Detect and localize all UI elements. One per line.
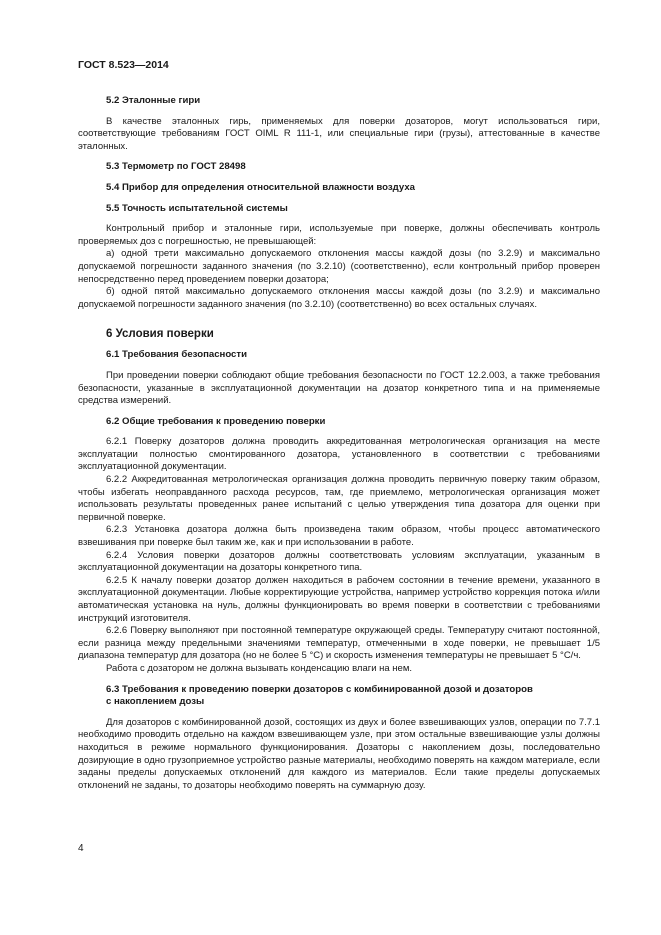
section-5-5-paragraph-a: а) одной трети максимально допускаемого отклонения массы каждой дозы (по 3.2.9) и максимально допускаемой погрешности заданного значения (по 3.2.10) (соответственно), если контрольный прибор проверен непосредственно перед проведением поверки дозатора; <box>78 248 600 285</box>
section-6-1-title: 6.1 Требования безопасности <box>106 349 247 361</box>
section-5-2-title: 5.2 Эталонные гири <box>106 95 201 106</box>
section-5-4-title: 5.4 Прибор для определения относительной влажности воздуха <box>106 181 416 193</box>
section-5-2-paragraph: В качестве эталонных гирь, применяемых для поверки дозаторов, могут использоваться гири, соответствующие требованиям ГОСТ OIML R 111-1, или специальные гири (грузы), аттестованные в качестве эталонных. <box>78 115 600 152</box>
clause-6-2-5: 6.2.5 К началу поверки дозатор должен находиться в рабочем состоянии в течение времени, указанного в эксплуатационной документации. Любые корректирующие устройства, например устройство коррекция потока и/или автоматическая установка на нуль, должны функционировать во время поверки в соответствии с требованиями инструкций изготовителя. <box>78 574 600 624</box>
section-6-3-title-line-1: 6.3 Требования к проведению поверки дозаторов с комбинированной дозой и дозаторов <box>106 683 533 695</box>
section-5-5-paragraph-b: б) одной пятой максимально допускаемого отклонения массы каждой дозы (по 3.2.9) и максимально допускаемой погрешности заданного значения (по 3.2.10) (соответственно) во всех остальных случаях. <box>78 286 600 310</box>
section-5-5-paragraph-1: Контрольный прибор и эталонные гири, используемые при поверке, должны обеспечивать контроль проверяемых доз с погрешностью, не превышающей: <box>78 223 600 247</box>
clause-6-2-2: 6.2.2 Аккредитованная метрологическая организация должна проводить первичную поверку таким образом, чтобы избегать неоправданного расхода ресурсов, там, где приемлемо, метрологическая организация может использовать результаты проведенных ранее испытаний с целью утверждения типа дозатора для оценки при первичной поверке. <box>78 474 600 523</box>
section-5-5-title: 5.5 Точность испытательной системы <box>106 202 288 214</box>
section-6-1-paragraph: При проведении поверки соблюдают общие требования безопасности по ГОСТ 12.2.003, а также требования безопасности, указанные в эксплуатационной документации на дозатор конкретного типа и на применяемые средства измерений. <box>78 369 600 407</box>
section-6-2-title: 6.2 Общие требования к проведению поверки <box>106 415 326 427</box>
section-6-3-title <box>78 684 600 709</box>
section-6-3-title-line-2: с накоплением дозы <box>106 696 205 708</box>
page-number: 4 <box>78 843 84 854</box>
section-6-3-paragraph: Для дозаторов с комбинированной дозой, состоящих из двух и более взвешивающих узлов, операции по 7.7.1 необходимо проводить отдельно на каждом взвешивающем узле, при этом остальные взвешивающие узлы должны находиться в режиме нормального функционирования. Дозаторы с накоплением дозы, последовательно дозирующие в одно грузоприемное устройство разные материалы, необходимо поверять на каждом материале, если заданы пределы допускаемых отклонений для каждого из материалов. Если такие пределы допускаемых отклонений не заданы, то дозаторы необходимо поверять на суммарную дозу. <box>78 716 600 791</box>
document-body <box>78 95 600 792</box>
section-5-3-title: 5.3 Термометр по ГОСТ 28498 <box>106 161 246 173</box>
clause-6-2-1: 6.2.1 Поверку дозаторов должна проводить аккредитованная метрологическая организация на месте эксплуатации полностью смонтированного дозатора, установленного в соответствии с требованиями эксплуатационной документации. <box>78 436 600 473</box>
document-code: ГОСТ 8.523—2014 <box>78 59 169 71</box>
clause-6-2-6: 6.2.6 Поверку выполняют при постоянной температуре окружающей среды. Температуру считают постоянной, если разница между предельными значениями температур, отмеченными в ходе поверки, не превышает 1/5 диапазона температур для дозатора (но не более 5 °С) и скорость изменения температуры не превышает 5 °С/ч. <box>78 625 600 662</box>
clause-6-2-6-note: Работа с дозатором не должна вызывать конденсацию влаги на нем. <box>106 662 413 674</box>
clause-6-2-4: 6.2.4 Условия поверки дозаторов должны соответствовать условиям эксплуатации, указанным в эксплуатационной документации на дозаторы конкретного типа. <box>78 549 600 574</box>
clause-6-2-3: 6.2.3 Установка дозатора должна быть произведена таким образом, чтобы процесс автоматического взвешивания при поверке был таким же, как и при использовании в работе. <box>78 524 600 549</box>
section-6-title: 6 Условия поверки <box>106 328 214 341</box>
